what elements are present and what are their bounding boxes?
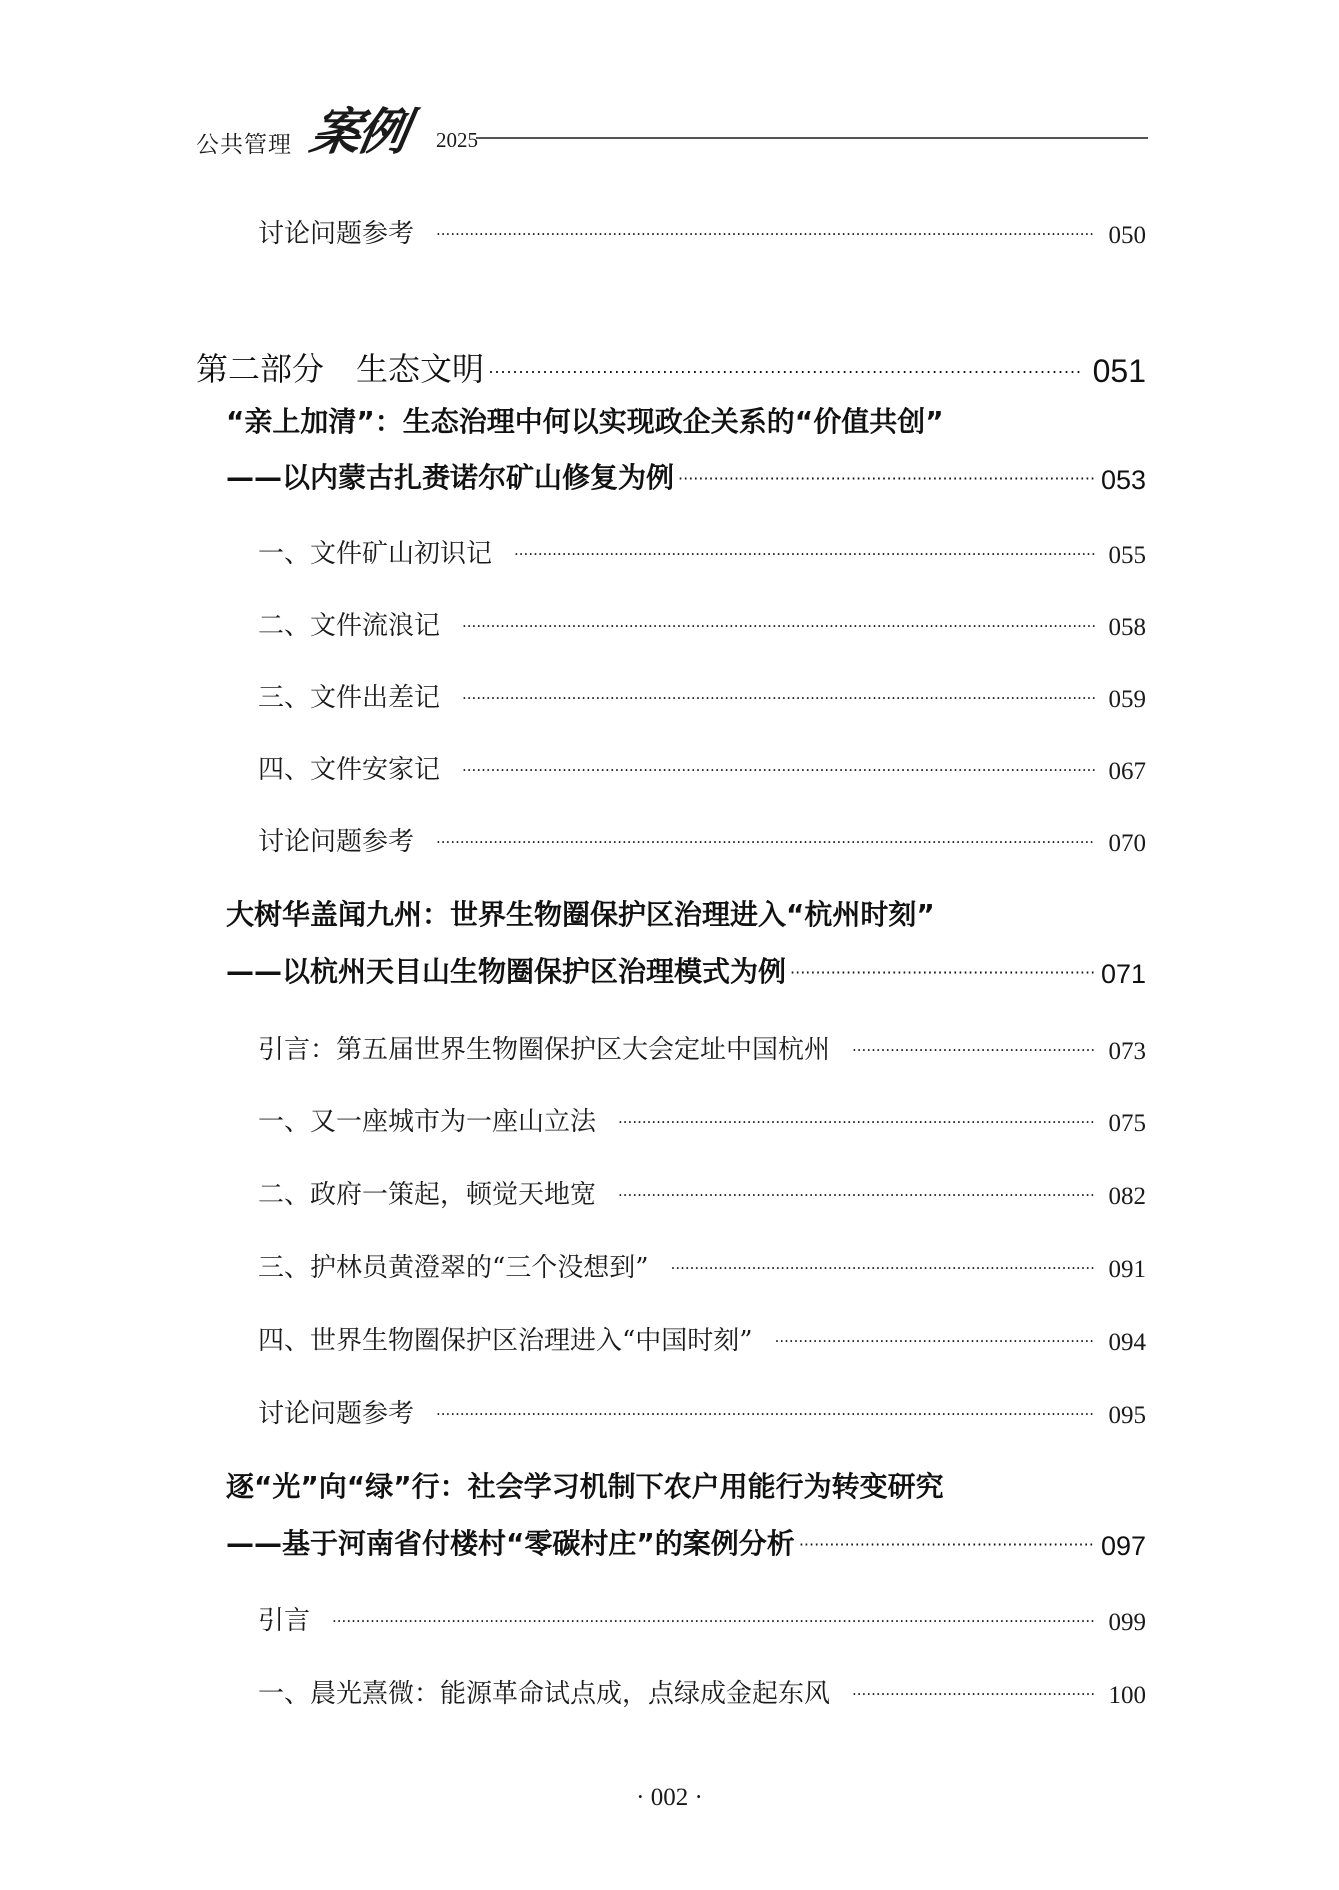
header-rule <box>476 137 1148 139</box>
dot-leader <box>436 833 1094 851</box>
case-subtitle: ——以内蒙古扎赉诺尔矿山修复为例 <box>226 461 675 494</box>
toc-entry[interactable] <box>258 1597 1146 1637</box>
dot-leader <box>618 1113 1094 1131</box>
dot-leader <box>462 761 1094 779</box>
case-page-number: 071 <box>1100 959 1146 989</box>
part-title: 第二部分 生态文明 <box>196 351 485 387</box>
dot-leader <box>775 1332 1095 1350</box>
running-head-calligraphy: 案例 <box>306 102 411 161</box>
toc-page-number: 070 <box>1108 830 1146 857</box>
toc-page-number: 075 <box>1108 1110 1146 1137</box>
toc-part-heading[interactable] <box>196 340 1146 390</box>
case-page-number: 053 <box>1100 465 1146 495</box>
toc-entry[interactable] <box>258 818 1146 858</box>
toc-entry[interactable] <box>258 746 1146 786</box>
toc-page-number: 073 <box>1108 1038 1146 1065</box>
toc-entry-label: 三、护林员黄澄翠的“三个没想到” <box>258 1253 649 1283</box>
toc-entry[interactable] <box>258 530 1146 570</box>
toc-page-number: 095 <box>1108 1402 1146 1429</box>
toc-entry[interactable] <box>258 1317 1146 1357</box>
toc-page-number: 055 <box>1108 542 1146 569</box>
toc-entry-label: 四、世界生物圈保护区治理进入“中国时刻” <box>258 1326 753 1356</box>
dot-leader <box>488 361 1081 382</box>
dot-leader <box>462 617 1094 635</box>
toc-page-number: 099 <box>1108 1609 1146 1636</box>
toc-entry-label: 二、政府一策起，顿觉天地宽 <box>258 1180 597 1210</box>
case-subtitle-line[interactable] <box>226 946 1146 990</box>
toc-entry-label: 讨论问题参考 <box>258 827 415 857</box>
case-title[interactable]: 大树华盖闻九州：世界生物圈保护区治理进入“杭州时刻” <box>226 898 935 931</box>
dot-leader <box>671 1259 1095 1277</box>
dot-leader <box>852 1041 1094 1059</box>
toc-page-number: 059 <box>1108 686 1146 713</box>
dot-leader <box>852 1685 1094 1703</box>
running-head-year: 2025 <box>436 128 478 152</box>
toc-entry-label: 二、文件流浪记 <box>258 611 441 641</box>
toc-entry-label: 讨论问题参考 <box>258 219 415 249</box>
toc-entry-label: 一、文件矿山初识记 <box>258 539 493 569</box>
case-subtitle-line[interactable] <box>226 452 1146 496</box>
toc-entry-label: 讨论问题参考 <box>258 1399 415 1429</box>
dot-leader <box>514 545 1094 563</box>
case-title[interactable]: 逐“光”向“绿”行：社会学习机制下农户用能行为转变研究 <box>226 1470 944 1503</box>
case-title[interactable]: “亲上加清”：生态治理中何以实现政企关系的“价值共创” <box>226 405 944 438</box>
case-subtitle-line[interactable] <box>226 1518 1146 1562</box>
toc-entry[interactable] <box>258 1026 1146 1066</box>
dot-leader <box>332 1612 1094 1630</box>
toc-page-number: 091 <box>1108 1256 1146 1283</box>
case-subtitle: ——基于河南省付楼村“零碳村庄”的案例分析 <box>226 1527 795 1560</box>
dot-leader <box>436 225 1094 243</box>
toc-page-number: 067 <box>1108 758 1146 785</box>
dot-leader <box>790 963 1095 982</box>
toc-entry-label: 一、又一座城市为一座山立法 <box>258 1107 597 1137</box>
case-page-number: 097 <box>1100 1531 1146 1561</box>
part-page-number: 051 <box>1092 353 1146 389</box>
toc-entry-prev-discussion[interactable] <box>258 210 1146 250</box>
toc-entry-label: 四、文件安家记 <box>258 755 441 785</box>
toc-entry[interactable] <box>258 1244 1146 1284</box>
toc-page-number: 058 <box>1108 614 1146 641</box>
dot-leader <box>436 1405 1094 1423</box>
toc-entry[interactable] <box>258 602 1146 642</box>
toc-entry[interactable] <box>258 1670 1146 1710</box>
toc-page-number: 082 <box>1108 1183 1146 1210</box>
toc-entry-label: 引言 <box>258 1606 311 1636</box>
running-head <box>196 92 1148 161</box>
toc-page-number: 094 <box>1108 1329 1146 1356</box>
toc-page-number: 050 <box>1108 222 1146 249</box>
toc-entry-label: 引言：第五届世界生物圈保护区大会定址中国杭州 <box>258 1035 831 1065</box>
toc-entry-label: 三、文件出差记 <box>258 683 441 713</box>
case-subtitle: ——以杭州天目山生物圈保护区治理模式为例 <box>226 955 787 988</box>
page-folio: · 002 · <box>636 1784 703 1811</box>
toc-entry[interactable] <box>258 674 1146 714</box>
dot-leader <box>462 689 1094 707</box>
running-head-title: 公共管理 <box>196 132 292 158</box>
toc-page-number: 100 <box>1108 1682 1146 1709</box>
dot-leader <box>799 1535 1095 1554</box>
dot-leader <box>618 1186 1094 1204</box>
toc-entry[interactable] <box>258 1171 1146 1211</box>
toc-entry[interactable] <box>258 1390 1146 1430</box>
toc-entry[interactable] <box>258 1098 1146 1138</box>
toc-entry-label: 一、晨光熹微：能源革命试点成，点绿成金起东风 <box>258 1679 831 1709</box>
dot-leader <box>678 469 1095 488</box>
